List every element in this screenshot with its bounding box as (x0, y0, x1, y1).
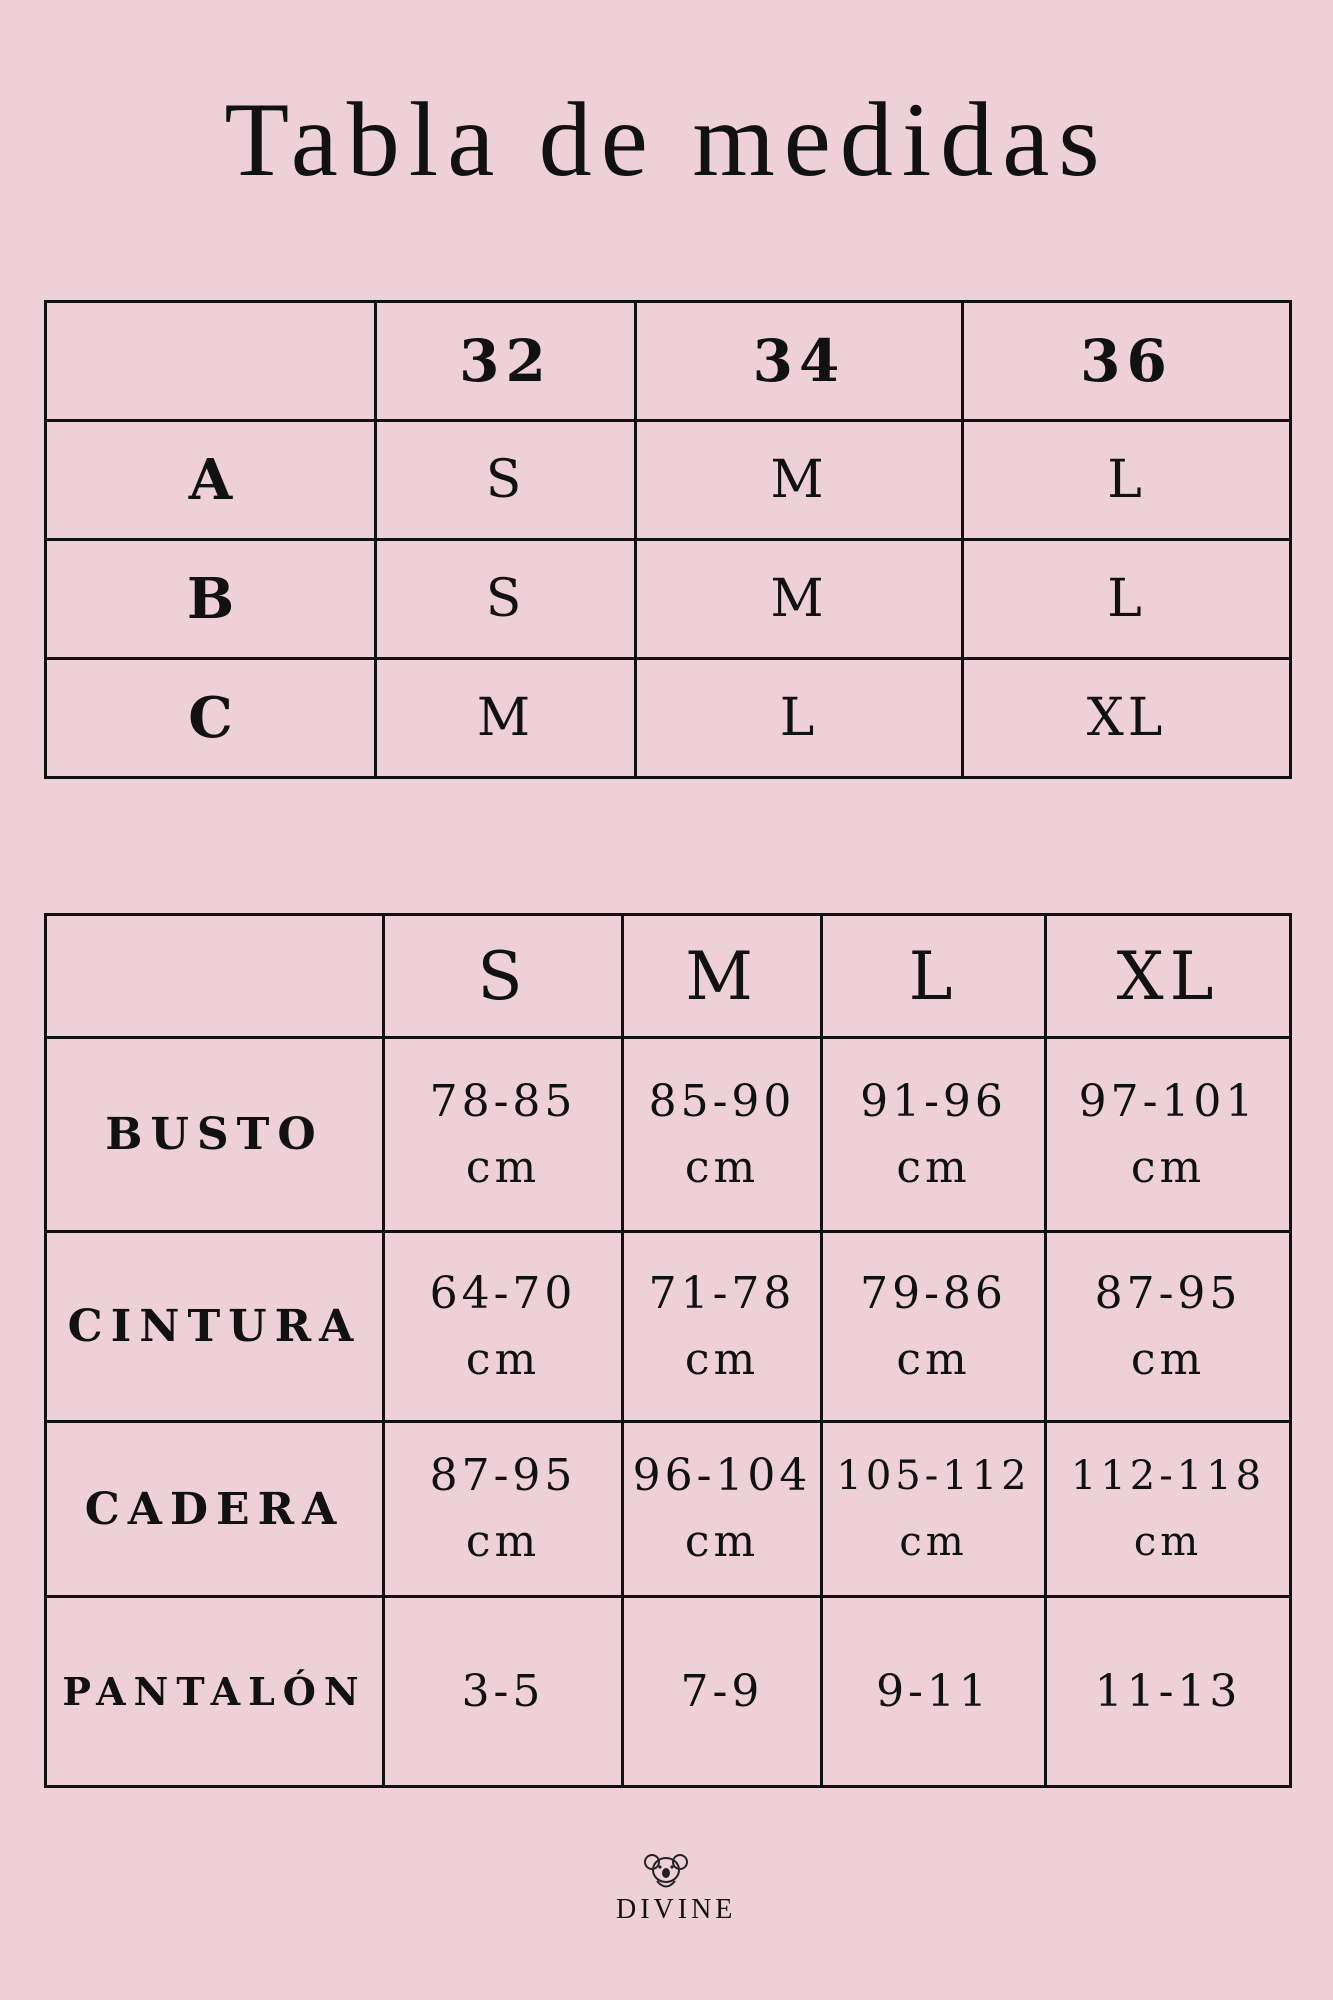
measure-value: 7-9 (680, 1665, 764, 1717)
header-cell: 36 (963, 302, 1291, 421)
measure-unit: cm (684, 1333, 760, 1385)
page-title: Tabla de medidas (224, 81, 1109, 198)
table-cell (1046, 1597, 1291, 1787)
measure-value: 87-95 (1094, 1267, 1242, 1319)
measure-unit: cm (465, 1333, 541, 1385)
table-cell: M (636, 540, 963, 659)
measure-value: 3-5 (461, 1665, 545, 1717)
table-cell (822, 1232, 1046, 1422)
table-header-row (46, 915, 1291, 1038)
table-cell: M (636, 421, 963, 540)
table-row (46, 1232, 1291, 1422)
measure-unit: cm (684, 1141, 760, 1193)
measure-value: 91-96 (860, 1075, 1007, 1127)
measure-value: 78-85 (429, 1075, 577, 1127)
table-row (46, 1597, 1291, 1787)
measure-unit: cm (1133, 1519, 1203, 1565)
header-cell: M (623, 915, 822, 1038)
measure-value: 11-13 (1094, 1665, 1242, 1717)
table-cell (384, 1597, 623, 1787)
table-cell (1046, 1232, 1291, 1422)
header-cell: L (822, 915, 1046, 1038)
row-label: BUSTO (46, 1038, 384, 1232)
table-cell: M (376, 659, 636, 778)
table-cell (623, 1597, 822, 1787)
table-row (46, 659, 1291, 778)
table-cell: S (376, 421, 636, 540)
measure-value: 79-86 (860, 1267, 1007, 1319)
table-row (46, 1038, 1291, 1232)
measure-value: 96-104 (632, 1450, 812, 1501)
table-cell (822, 1038, 1046, 1232)
table-cell: L (963, 540, 1291, 659)
table-cell (623, 1232, 822, 1422)
table-cell: XL (963, 659, 1291, 778)
measure-unit: cm (896, 1333, 971, 1385)
header-cell (46, 302, 376, 421)
measure-unit: cm (896, 1141, 971, 1193)
table-cell: L (963, 421, 1291, 540)
table-cell (1046, 1038, 1291, 1232)
table-cell: S (376, 540, 636, 659)
header-cell: S (384, 915, 623, 1038)
brand-logo (616, 1850, 737, 1926)
measure-value: 85-90 (648, 1075, 796, 1127)
row-label: B (46, 540, 376, 659)
table-cell (384, 1232, 623, 1422)
measure-value: 112-118 (1070, 1453, 1266, 1499)
table-cell (1046, 1422, 1291, 1597)
table-cell (623, 1422, 822, 1597)
header-cell (46, 915, 384, 1038)
row-label: PANTALÓN (46, 1597, 384, 1787)
clothing-size-table (44, 913, 1292, 1788)
measure-unit: cm (1130, 1333, 1206, 1385)
header-cell: 34 (636, 302, 963, 421)
measure-value: 64-70 (429, 1267, 577, 1319)
table-row (46, 421, 1291, 540)
header-cell: XL (1046, 915, 1291, 1038)
measure-value: 71-78 (648, 1267, 796, 1319)
table-cell (384, 1038, 623, 1232)
table-row (46, 1422, 1291, 1597)
row-label: C (46, 659, 376, 778)
measure-value: 105-112 (836, 1453, 1031, 1499)
measure-value: 9-11 (876, 1665, 991, 1717)
row-label: A (46, 421, 376, 540)
measure-unit: cm (684, 1516, 760, 1567)
measure-unit: cm (899, 1519, 968, 1565)
koala-icon (643, 1850, 689, 1892)
table-cell (384, 1422, 623, 1597)
table-header-row (46, 302, 1291, 421)
table-cell (623, 1038, 822, 1232)
header-cell: 32 (376, 302, 636, 421)
row-label: CADERA (46, 1422, 384, 1597)
measure-unit: cm (465, 1141, 541, 1193)
row-label: CINTURA (46, 1232, 384, 1422)
measure-value: 87-95 (429, 1450, 577, 1501)
measure-value: 97-101 (1078, 1075, 1258, 1127)
bra-size-table (44, 300, 1292, 779)
measure-unit: cm (1130, 1141, 1206, 1193)
table-cell (822, 1422, 1046, 1597)
table-row (46, 540, 1291, 659)
table-cell: L (636, 659, 963, 778)
brand-name: DIVINE (616, 1894, 737, 1925)
table-cell (822, 1597, 1046, 1787)
measure-unit: cm (465, 1516, 541, 1567)
